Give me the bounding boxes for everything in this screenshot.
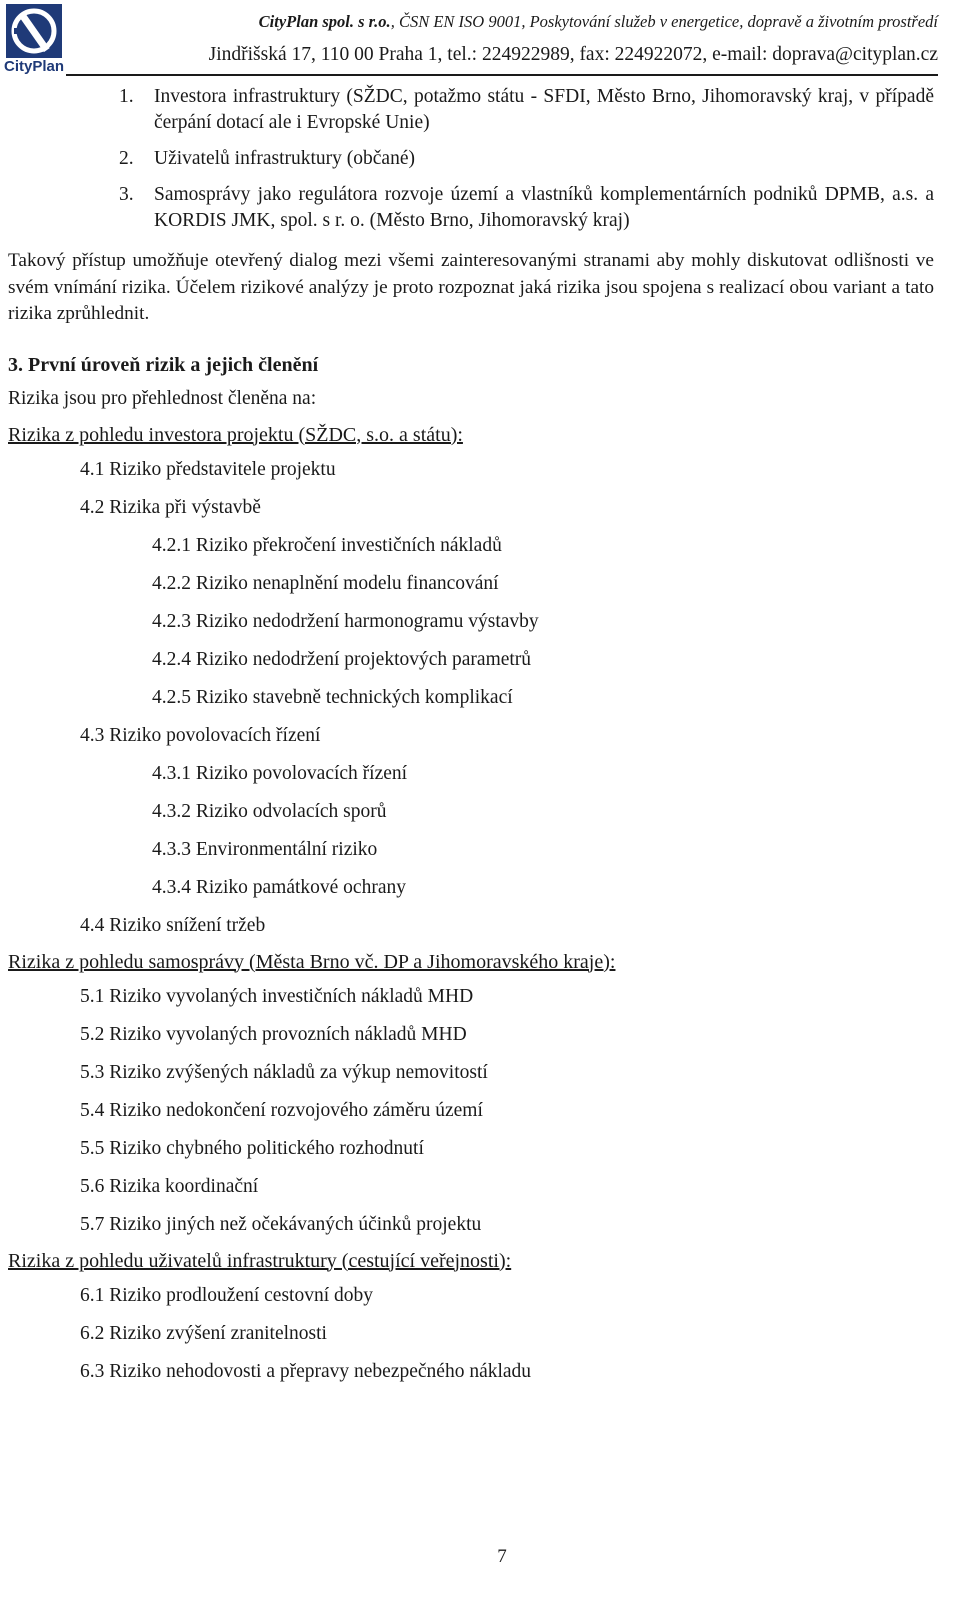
section-title: 3. První úroveň rizik a jejich členění — [8, 353, 319, 376]
risk-item: 5.7 Riziko jiných než očekávaných účinků projektu — [80, 1213, 482, 1235]
risk-item: 5.1 Riziko vyvolaných investičních nákladů MHD — [80, 985, 474, 1007]
risk-subitem: 4.3.3 Environmentální riziko — [152, 838, 378, 860]
risk-item: 5.5 Riziko chybného politického rozhodnutí — [80, 1137, 424, 1159]
risk-item: 5.4 Riziko nedokončení rozvojového záměru území — [80, 1099, 483, 1121]
risk-group-heading: Rizika z pohledu investora projektu (SŽDC, s.o. a státu): — [8, 423, 463, 446]
risk-item: 5.6 Rizika koordinační — [80, 1175, 259, 1197]
stakeholder-text: Investora infrastruktury (SŽDC, potažmo státu - SFDI, Město Brno, Jihomoravský kraj, v případě čerpání dotací ale i Evropské Unie) — [154, 86, 934, 133]
stakeholder-item — [8, 146, 934, 172]
risk-subitem: 4.3.1 Riziko povolovacích řízení — [152, 762, 408, 784]
risk-group-heading: Rizika z pohledu samosprávy (Města Brno vč. DP a Jihomoravského kraje): — [8, 950, 616, 973]
page-header — [0, 0, 960, 76]
risk-groups — [8, 422, 934, 1385]
stakeholder-number: 2. — [119, 148, 134, 169]
company-services: , ČSN EN ISO 9001, Poskytování služeb v energetice, dopravě a životním prostředí — [390, 12, 938, 31]
section-intro: Rizika jsou pro přehlednost členěna na: — [8, 387, 317, 409]
stakeholder-item — [8, 84, 934, 136]
stakeholder-text: Samosprávy jako regulátora rozvoje území a vlastníků komplementárních podniků DPMB, a.s. a KORDIS JMK, spol. s r. o. (Město Brno, Jihomoravský kraj) — [154, 184, 934, 231]
stakeholder-list — [8, 84, 934, 234]
risk-item: 5.3 Riziko zvýšených nákladů za výkup nemovitostí — [80, 1061, 488, 1083]
risk-item: 4.3 Riziko povolovacích řízení — [80, 724, 321, 746]
risk-item: 4.1 Riziko představitele projektu — [80, 458, 336, 480]
risk-item: 4.4 Riziko snížení tržeb — [80, 914, 266, 936]
stakeholder-number: 1. — [119, 86, 134, 107]
risk-group-heading: Rizika z pohledu uživatelů infrastruktury (cestující veřejnosti): — [8, 1249, 512, 1272]
stakeholder-number: 3. — [119, 184, 134, 205]
risk-analysis-paragraph: Takový přístup umožňuje otevřený dialog mezi všemi zainteresovanými stranami aby mohly diskutovat odlišnosti ve svém vnímání rizika. Účelem rizikové analýzy je proto rozpoznat jaká rizika jsou spojena s realizací obou variant a tato rizika zprůhlednit. — [8, 250, 934, 324]
risk-subitem: 4.2.2 Riziko nenaplnění modelu financování — [152, 572, 499, 594]
risk-subitem: 4.2.5 Riziko stavebně technických komplikací — [152, 686, 513, 708]
stakeholder-text: Uživatelů infrastruktury (občané) — [154, 148, 415, 169]
page-number: 7 — [497, 1546, 507, 1567]
risk-subitem: 4.2.4 Riziko nedodržení projektových parametrů — [152, 648, 532, 670]
risk-subitem: 4.2.3 Riziko nedodržení harmonogramu výstavby — [152, 610, 539, 632]
header-address-line: Jindřišská 17, 110 00 Praha 1, tel.: 224922989, fax: 224922072, e-mail: doprava@cityplan.cz — [208, 44, 938, 65]
risk-item: 5.2 Riziko vyvolaných provozních nákladů MHD — [80, 1023, 467, 1045]
risk-item: 6.2 Riziko zvýšení zranitelnosti — [80, 1322, 327, 1344]
risk-item: 6.3 Riziko nehodovosti a přepravy nebezpečného nákladu — [80, 1360, 532, 1382]
cityplan-logo — [4, 2, 64, 74]
cityplan-logo-icon — [4, 2, 64, 60]
risk-item: 4.2 Rizika při výstavbě — [80, 496, 261, 518]
page-body — [8, 84, 934, 1385]
risk-subitem: 4.2.1 Riziko překročení investičních nákladů — [152, 534, 502, 556]
risk-subitem: 4.3.4 Riziko památkové ochrany — [152, 876, 406, 898]
logo-text: CityPlan — [4, 58, 65, 75]
header-company-line — [259, 12, 938, 32]
header-divider — [66, 74, 938, 76]
risk-subitem: 4.3.2 Riziko odvolacích sporů — [152, 800, 387, 822]
stakeholder-item — [8, 182, 934, 234]
company-name: CityPlan spol. s r.o. — [258, 12, 391, 31]
risk-item: 6.1 Riziko prodloužení cestovní doby — [80, 1284, 373, 1306]
